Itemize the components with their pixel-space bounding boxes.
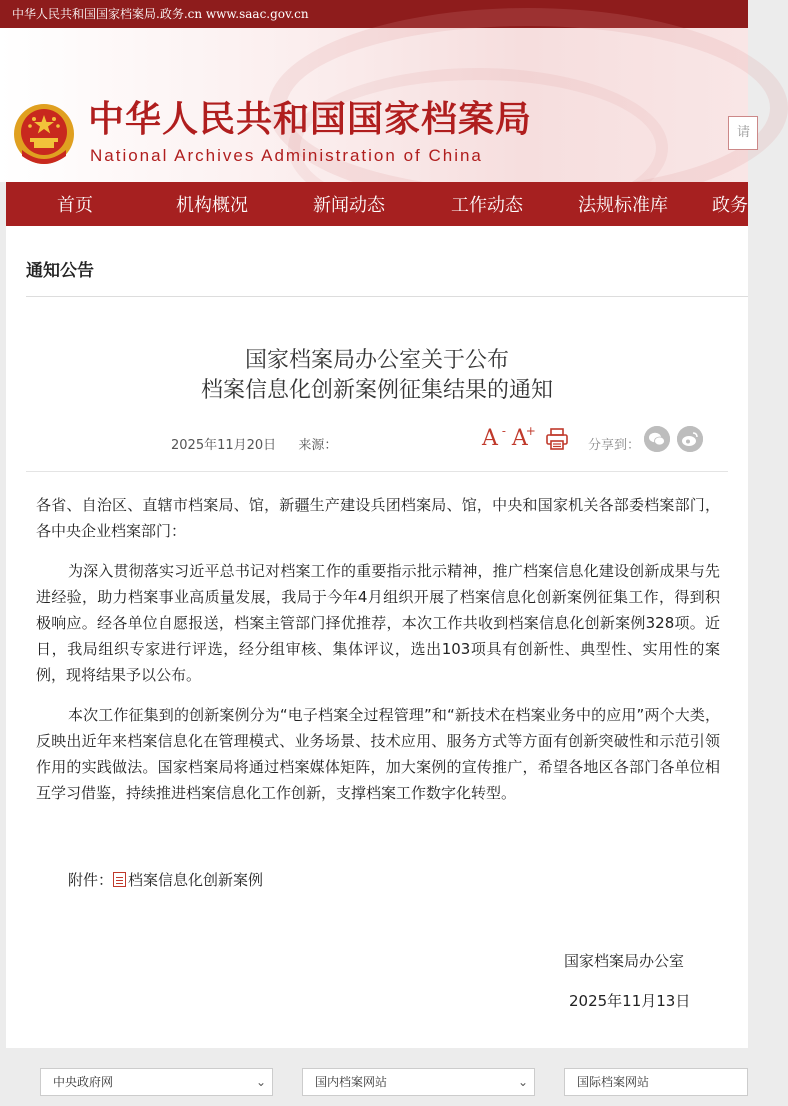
font-increase-button[interactable] — [511, 424, 536, 451]
chevron-down-icon: ⌄ — [517, 1075, 528, 1089]
international-links-select[interactable] — [564, 1068, 748, 1096]
site-header — [0, 28, 751, 182]
national-emblem-icon — [12, 102, 76, 168]
main-nav — [6, 182, 748, 226]
print-icon[interactable] — [546, 428, 568, 450]
section-title: 通知公告 — [26, 261, 94, 281]
domestic-links-select[interactable] — [302, 1068, 535, 1096]
nav-item-about[interactable]: 机构概况 — [176, 195, 248, 216]
font-minus-sign: - — [501, 424, 506, 438]
meta-divider — [26, 471, 728, 472]
article-title-line1: 国家档案局办公室关于公布 — [244, 348, 509, 373]
article-salutation: 各省、自治区、直辖市档案局、馆，新疆生产建设兵团档案局、馆，中央和国家机关各部委档案部门，各中央企业档案部门： — [36, 496, 720, 540]
article-paragraph-2: 本次工作征集到的创新案例分为“电子档案全过程管理”和“新技术在档案业务中的应用”两个大类，反映出近年来档案信息化在管理模式、业务场景、技术应用、服务方式等方面有创新突破性和示范引领作用的实践做法。国家档案局将通过档案媒体矩阵，加大案例的宣传推广，希望各地区各部门各单位相互学习借鉴，持续推进档案信息化工作创新，支撑档案工作数字化转型。 — [36, 706, 720, 802]
nav-item-regulations[interactable]: 法规标准库 — [578, 195, 668, 216]
attachment-link[interactable]: 档案信息化创新案例 — [128, 871, 264, 889]
document-icon — [113, 872, 126, 887]
article-paragraph-1: 为深入贯彻落实习近平总书记对档案工作的重要指示批示精神，推广档案信息化建设创新成果与先进经验，助力档案事业高质量发展，我局于今年4月组织开展了档案信息化创新案例征集工作，得到积极响应。经各单位自愿报送，档案主管部门择优推荐，本次工作共收到档案信息化创新案例328项。近日，我局组织专家进行评选，经分组审核、集体评议，选出103项具有创新性、典型性、实用性的案例，现将结果予以公布。 — [36, 562, 720, 684]
international-links-select-value: 国际档案网站 — [577, 1075, 650, 1089]
font-decrease-label: A — [482, 426, 498, 451]
article-date: 2025年11月20日 — [171, 438, 277, 453]
weibo-share-icon[interactable] — [677, 426, 703, 452]
attachment-label: 附件： — [68, 871, 114, 889]
article-source-label: 来源： — [298, 438, 338, 453]
share-label: 分享到： — [588, 438, 641, 453]
site-title-en: National Archives Administration of China — [90, 146, 483, 165]
gov-links-select[interactable] — [40, 1068, 273, 1096]
search-input[interactable]: 请 — [728, 116, 758, 150]
attachment — [68, 869, 263, 890]
article-tools — [482, 426, 568, 451]
nav-item-government[interactable]: 政务 — [712, 195, 748, 216]
section-divider — [26, 296, 748, 297]
nav-item-work[interactable]: 工作动态 — [451, 195, 523, 216]
top-bar: 中华人民共和国国家档案局.政务.cn www.saac.gov.cn — [0, 0, 748, 28]
article-title — [6, 346, 748, 406]
font-decrease-button[interactable] — [482, 424, 506, 451]
gov-links-select-value: 中央政府网 — [53, 1075, 114, 1089]
main-content — [6, 226, 748, 1048]
font-increase-label: A — [511, 426, 528, 451]
article-meta — [171, 434, 337, 453]
article-title-line2: 档案信息化创新案例征集结果的通知 — [200, 378, 553, 403]
signature-date: 2025年11月13日 — [569, 992, 691, 1010]
font-plus-sign: + — [525, 424, 536, 438]
domestic-links-select-value: 国内档案网站 — [315, 1075, 388, 1089]
site-title-cn[interactable]: 中华人民共和国国家档案局 — [88, 99, 533, 140]
nav-item-news[interactable]: 新闻动态 — [313, 195, 385, 216]
wechat-share-icon[interactable] — [644, 426, 670, 452]
signature-org: 国家档案局办公室 — [564, 952, 685, 970]
chevron-down-icon: ⌄ — [255, 1075, 266, 1089]
article-body — [36, 492, 720, 820]
nav-item-home[interactable]: 首页 — [57, 195, 93, 216]
